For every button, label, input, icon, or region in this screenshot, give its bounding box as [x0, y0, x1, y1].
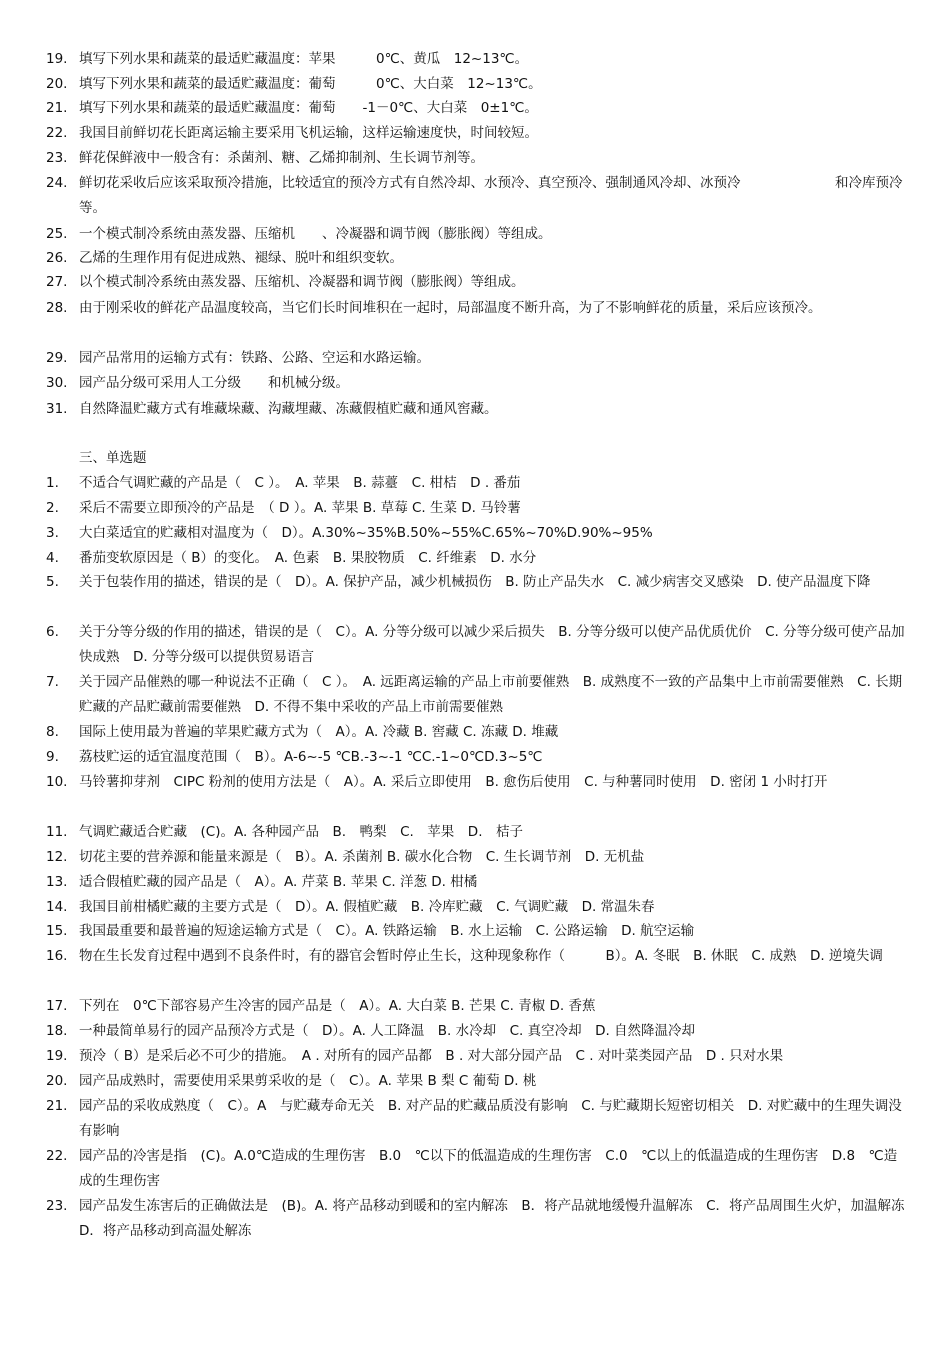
- single-choice-item-23: [46, 1194, 919, 1244]
- item-text: 大白菜适宜的贮藏相对温度为（ D）。A.30%~35%B.50%~55%C.65%~70%D.90%~95%: [79, 525, 653, 541]
- item-number: 13.: [46, 874, 68, 890]
- single-choice-item-16: [46, 944, 908, 969]
- single-choice-item-8: [46, 720, 908, 745]
- item-text: 一个模式制冷系统由蒸发器、压缩机 、冷凝器和调节阀（膨胀阀）等组成。: [79, 226, 552, 242]
- item-number: 3.: [46, 525, 59, 541]
- item-number: 2.: [46, 500, 59, 516]
- item-number: 20.: [46, 1073, 68, 1089]
- item-text: 番茄变软原因是（ B）的变化。 A. 色素 B. 果胶物质 C. 纤维素 D. 水分: [79, 550, 537, 566]
- item-number: 8.: [46, 724, 59, 740]
- item-text: 自然降温贮藏方式有堆藏垛藏、沟藏埋藏、冻藏假植贮藏和通风窖藏。: [79, 401, 498, 417]
- item-number: 31.: [46, 401, 68, 417]
- item-number: 24.: [46, 175, 68, 191]
- single-choice-item-1: [46, 471, 908, 496]
- section-heading: 三、单选题: [79, 450, 147, 466]
- item-text: 园产品发生冻害后的正确做法是 (B)。A. 将产品移动到暖和的室内解冻 B．将产品就地缓慢升温解冻 C．将产品周围生火炉，加温解冻 D．将产品移动到高温处解冻: [79, 1198, 919, 1239]
- item-number: 6.: [46, 624, 59, 640]
- item-text: 鲜花保鲜液中一般含有：杀菌剂、糖、乙烯抑制剂、生长调节剂等。: [79, 150, 484, 166]
- fill-in-item-26: [46, 246, 908, 271]
- item-number: 22.: [46, 1148, 68, 1164]
- single-choice-item-17: [46, 994, 908, 1019]
- item-number: 16.: [46, 948, 68, 964]
- item-text: 下列在 0℃下部容易产生冷害的园产品是（ A）。A. 大白菜 B. 芒果 C. 青椒 D. 香蕉: [79, 998, 596, 1014]
- item-text: 园产品分级可采用人工分级 和机械分级。: [79, 375, 349, 391]
- single-choice-item-22: [46, 1144, 908, 1194]
- fill-in-item-22: [46, 121, 908, 146]
- item-number: 26.: [46, 250, 68, 266]
- single-choice-item-14: [46, 895, 908, 920]
- single-choice-item-2: [46, 496, 908, 521]
- item-number: 17.: [46, 998, 68, 1014]
- item-text: 由于刚采收的鲜花产品温度较高，当它们长时间堆积在一起时，局部温度不断升高，为了不影响鲜花的质量，采后应该预冷。: [79, 300, 822, 316]
- fill-in-item-30: [46, 371, 908, 396]
- item-text: 我国最重要和最普遍的短途运输方式是（ C）。A. 铁路运输 B. 水上运输 C. 公路运输 D. 航空运输: [79, 923, 695, 939]
- single-choice-item-9: [46, 745, 908, 770]
- item-text: 园产品的冷害是指 (C)。A.0℃造成的生理伤害 B.0 ℃以下的低温造成的生理伤害 C.0 ℃以上的低温造成的生理伤害 D.8 ℃造成的生理伤害: [79, 1148, 898, 1189]
- item-number: 4.: [46, 550, 59, 566]
- item-text: 关于包装作用的描述，错误的是（ D）。A. 保护产品，减少机械损伤 B. 防止产品失水 C. 减少病害交叉感染 D. 使产品温度下降: [79, 574, 871, 590]
- item-text: 填写下列水果和蔬菜的最适贮藏温度：葡萄 0℃、大白菜 12~13℃。: [79, 76, 542, 92]
- fill-in-item-28: [46, 296, 908, 321]
- item-number: 27.: [46, 274, 68, 290]
- item-number: 23.: [46, 150, 68, 166]
- fill-in-item-29: [46, 346, 908, 371]
- item-text: 园产品成熟时，需要使用采果剪采收的是（ C）。A. 苹果 B 梨 C 葡萄 D. 桃: [79, 1073, 537, 1089]
- single-choice-item-6: [46, 620, 908, 670]
- single-choice-item-15: [46, 919, 908, 944]
- fill-in-item-19: [46, 47, 908, 72]
- item-text: 国际上使用最为普遍的苹果贮藏方式为（ A）。A. 冷藏 B. 窖藏 C. 冻藏 D. 堆藏: [79, 724, 559, 740]
- item-number: 5.: [46, 574, 59, 590]
- single-choice-item-13: [46, 870, 908, 895]
- item-number: 15.: [46, 923, 68, 939]
- item-text: 关于园产品催熟的哪一种说法不正确（ C ）。 A. 远距离运输的产品上市前要催熟 B. 成熟度不一致的产品集中上市前需要催熟 C. 长期贮藏的产品贮藏前需要催熟 D. 不得不集中采收的产品上市前需要催熟: [79, 674, 903, 715]
- fill-in-item-20: [46, 72, 908, 97]
- item-text: 我国目前鲜切花长距离运输主要采用飞机运输，这样运输速度快，时间较短。: [79, 125, 538, 141]
- item-number: 29.: [46, 350, 68, 366]
- item-number: 30.: [46, 375, 68, 391]
- item-text: 一种最简单易行的园产品预冷方式是（ D）。A. 人工降温 B. 水冷却 C. 真空冷却 D. 自然降温冷却: [79, 1023, 696, 1039]
- item-text: 填写下列水果和蔬菜的最适贮藏温度：葡萄 -1－0℃、大白菜 0±1℃。: [79, 100, 538, 116]
- item-number: 19.: [46, 51, 68, 67]
- fill-in-item-24: [46, 171, 908, 221]
- single-choice-item-10: [46, 770, 908, 795]
- item-number: 11.: [46, 824, 68, 840]
- item-number: 18.: [46, 1023, 68, 1039]
- fill-in-item-21: [46, 96, 908, 121]
- item-number: 22.: [46, 125, 68, 141]
- item-number: 10.: [46, 774, 68, 790]
- fill-in-item-31: [46, 397, 908, 422]
- fill-in-item-23: [46, 146, 908, 171]
- item-number: 1.: [46, 475, 59, 491]
- item-text: 以个模式制冷系统由蒸发器、压缩机、冷凝器和调节阀（膨胀阀）等组成。: [79, 274, 525, 290]
- fill-in-item-25: [46, 222, 908, 247]
- item-number: 12.: [46, 849, 68, 865]
- item-text: 园产品常用的运输方式有：铁路、公路、空运和水路运输。: [79, 350, 430, 366]
- item-number: 25.: [46, 226, 68, 242]
- item-text: 填写下列水果和蔬菜的最适贮藏温度：苹果 0℃、黄瓜 12~13℃。: [79, 51, 529, 67]
- item-number: 28.: [46, 300, 68, 316]
- single-choice-item-3: [46, 521, 908, 546]
- item-number: 19.: [46, 1048, 68, 1064]
- item-text: 采后不需要立即预冷的产品是 （ D ）。A. 苹果 B. 草莓 C. 生菜 D. 马铃薯: [79, 500, 521, 516]
- single-choice-item-12: [46, 845, 908, 870]
- single-choice-item-11: [46, 820, 908, 845]
- single-choice-item-5: [46, 570, 908, 595]
- single-choice-item-20: [46, 1069, 908, 1094]
- single-choice-item-4: [46, 546, 908, 571]
- item-text: 切花主要的营养源和能量来源是（ B）。A. 杀菌剂 B. 碳水化合物 C. 生长调节剂 D. 无机盐: [79, 849, 645, 865]
- single-choice-item-18: [46, 1019, 908, 1044]
- fill-in-item-27: [46, 270, 908, 295]
- item-number: 14.: [46, 899, 68, 915]
- item-text: 适合假植贮藏的园产品是（ A）。A. 芹菜 B. 苹果 C. 洋葱 D. 柑橘: [79, 874, 478, 890]
- item-text: 关于分等分级的作用的描述，错误的是（ C）。A. 分等分级可以减少采后损失 B. 分等分级可以使产品优质优价 C. 分等分级可使产品加快成熟 D. 分等分级可以提供贸易语言: [79, 624, 905, 665]
- item-number: 7.: [46, 674, 59, 690]
- item-text: 我国目前柑橘贮藏的主要方式是（ D）。A. 假植贮藏 B. 冷库贮藏 C. 气调贮藏 D. 常温朱春: [79, 899, 655, 915]
- item-number: 23.: [46, 1198, 68, 1214]
- item-text: 乙烯的生理作用有促进成熟、褪绿、脱叶和组织变软。: [79, 250, 403, 266]
- item-text: 不适合气调贮藏的产品是（ C ）。 A. 苹果 B. 蒜薹 C. 柑桔 D . 番茄: [79, 475, 521, 491]
- single-choice-item-19: [46, 1044, 908, 1069]
- single-choice-item-7: [46, 670, 908, 720]
- single-choice-item-21: [46, 1094, 908, 1144]
- item-text: 鲜切花采收后应该采取预冷措施，比较适宜的预冷方式有自然冷却、水预冷、真空预冷、强制通风冷却、冰预冷 和冷库预冷等。: [79, 175, 903, 216]
- item-number: 9.: [46, 749, 59, 765]
- item-number: 21.: [46, 100, 68, 116]
- item-text: 园产品的采收成熟度（ C）。A 与贮藏寿命无关 B. 对产品的贮藏品质没有影响 C. 与贮藏期长短密切相关 D. 对贮藏中的生理失调没有影响: [79, 1098, 902, 1139]
- item-number: 21.: [46, 1098, 68, 1114]
- item-text: 气调贮藏适合贮藏 (C)。A. 各种园产品 B. 鸭梨 C. 苹果 D. 桔子: [79, 824, 523, 840]
- item-number: 20.: [46, 76, 68, 92]
- item-text: 马铃薯抑芽剂 CIPC 粉剂的使用方法是（ A）。A. 采后立即使用 B. 愈伤后使用 C. 与种薯同时使用 D. 密闭 1 小时打开: [79, 774, 828, 790]
- item-text: 荔枝贮运的适宜温度范围（ B）。A-6~-5 ℃B.-3~-1 ℃C.-1~0℃D.3~5℃: [79, 749, 543, 765]
- item-text: 预冷（ B）是采后必不可少的措施。 A . 对所有的园产品都 B . 对大部分园产品 C . 对叶菜类园产品 D . 只对水果: [79, 1048, 784, 1064]
- item-text: 物在生长发育过程中遇到不良条件时，有的器官会暂时停止生长，这种现象称作（ B）。A. 冬眠 B. 休眠 C. 成熟 D. 逆境失调: [79, 948, 883, 964]
